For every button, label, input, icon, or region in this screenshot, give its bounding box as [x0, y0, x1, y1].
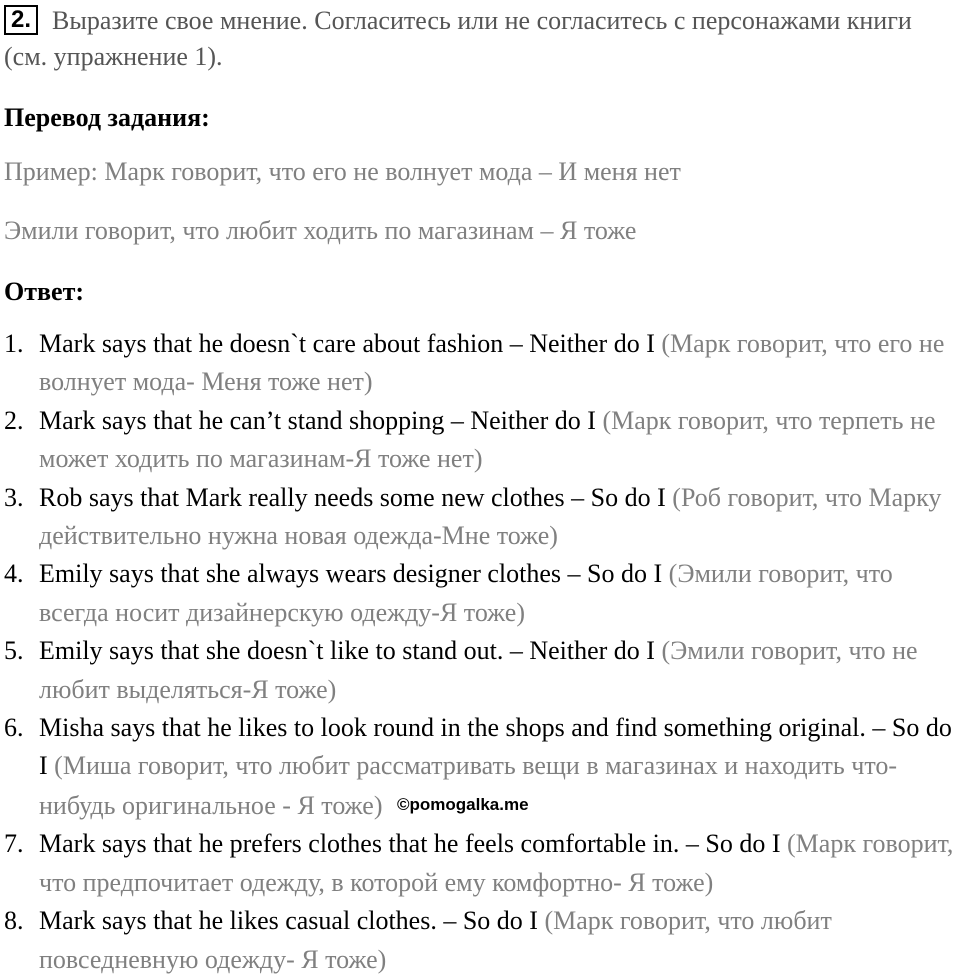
answer-russian: (Эмили говорит, что всегда носит дизайнерскую одежду-Я тоже): [39, 559, 893, 627]
answer-russian: (Миша говорит, что любит рассматривать вещи в магазинах и находить что-нибудь оригинальное - Я тоже): [39, 751, 898, 820]
answer-number: 4.: [4, 559, 24, 589]
answer-heading: Ответ:: [4, 277, 85, 306]
answer-english: Emily says that she always wears designer clothes – So do I: [39, 559, 663, 589]
answer-russian: (Марк говорит, что любит повседневную одежду- Я тоже): [39, 906, 832, 974]
answer-russian: (Роб говорит, что Марку действительно нужна новая одежда-Мне тоже): [39, 482, 942, 551]
watermark: ©pomogalka.me: [396, 794, 529, 814]
answer-item: [4, 825, 958, 902]
answer-english: Mark says that he can’t stand shopping – Neither do I: [39, 405, 596, 435]
task-number-box: 2.: [4, 5, 38, 35]
answer-list: [4, 325, 958, 979]
answer-number: 6.: [4, 713, 24, 743]
answer-number: 2.: [4, 405, 24, 435]
translation-heading: Перевод задания:: [4, 103, 210, 132]
answer-russian: (Эмили говорит, что не любит выделяться-Я тоже): [39, 636, 918, 704]
answer-english: Mark says that he likes casual clothes. – So do I: [39, 906, 538, 936]
answer-russian: (Марк говорит, что терпеть не может ходить по магазинам-Я тоже нет): [39, 405, 936, 474]
answer-number: 8.: [4, 906, 24, 936]
answer-item: [4, 402, 958, 479]
answer-english: Emily says that she doesn`t like to stand out. – Neither do I: [39, 636, 655, 666]
answer-number: 3.: [4, 482, 24, 512]
translation-line: Пример: Марк говорит, что его не волнует мода – И меня нет: [4, 157, 681, 186]
answer-item: [4, 632, 958, 709]
task-text: Выразите свое мнение. Согласитесь или не согласитесь с персонажами книги (см. упражнение 1).: [4, 6, 912, 71]
answer-item: [4, 902, 958, 979]
answer-item: [4, 555, 958, 632]
answer-english: Mark says that he prefers clothes that he feels comfortable in. – So do I: [39, 829, 781, 859]
answer-english: Mark says that he doesn`t care about fashion – Neither do I: [39, 329, 655, 358]
answer-item: [4, 325, 958, 402]
answer-item: [4, 479, 958, 556]
translation-line: Эмили говорит, что любит ходить по магазинам – Я тоже: [4, 216, 637, 245]
answer-russian: (Марк говорит, что его не волнует мода- Меня тоже нет): [39, 329, 945, 397]
answer-english: Misha says that he likes to look round in the shops and find something original. – So do I: [39, 713, 952, 781]
answer-number: 7.: [4, 829, 24, 859]
answer-english: Rob says that Mark really needs some new clothes – So do I: [39, 482, 666, 512]
answer-number: 5.: [4, 636, 24, 666]
answer-number: 1.: [4, 329, 24, 358]
answer-russian: (Марк говорит, что предпочитает одежду, в которой ему комфортно- Я тоже): [39, 829, 954, 897]
answer-item: [4, 709, 958, 825]
task-statement: [4, 3, 954, 75]
